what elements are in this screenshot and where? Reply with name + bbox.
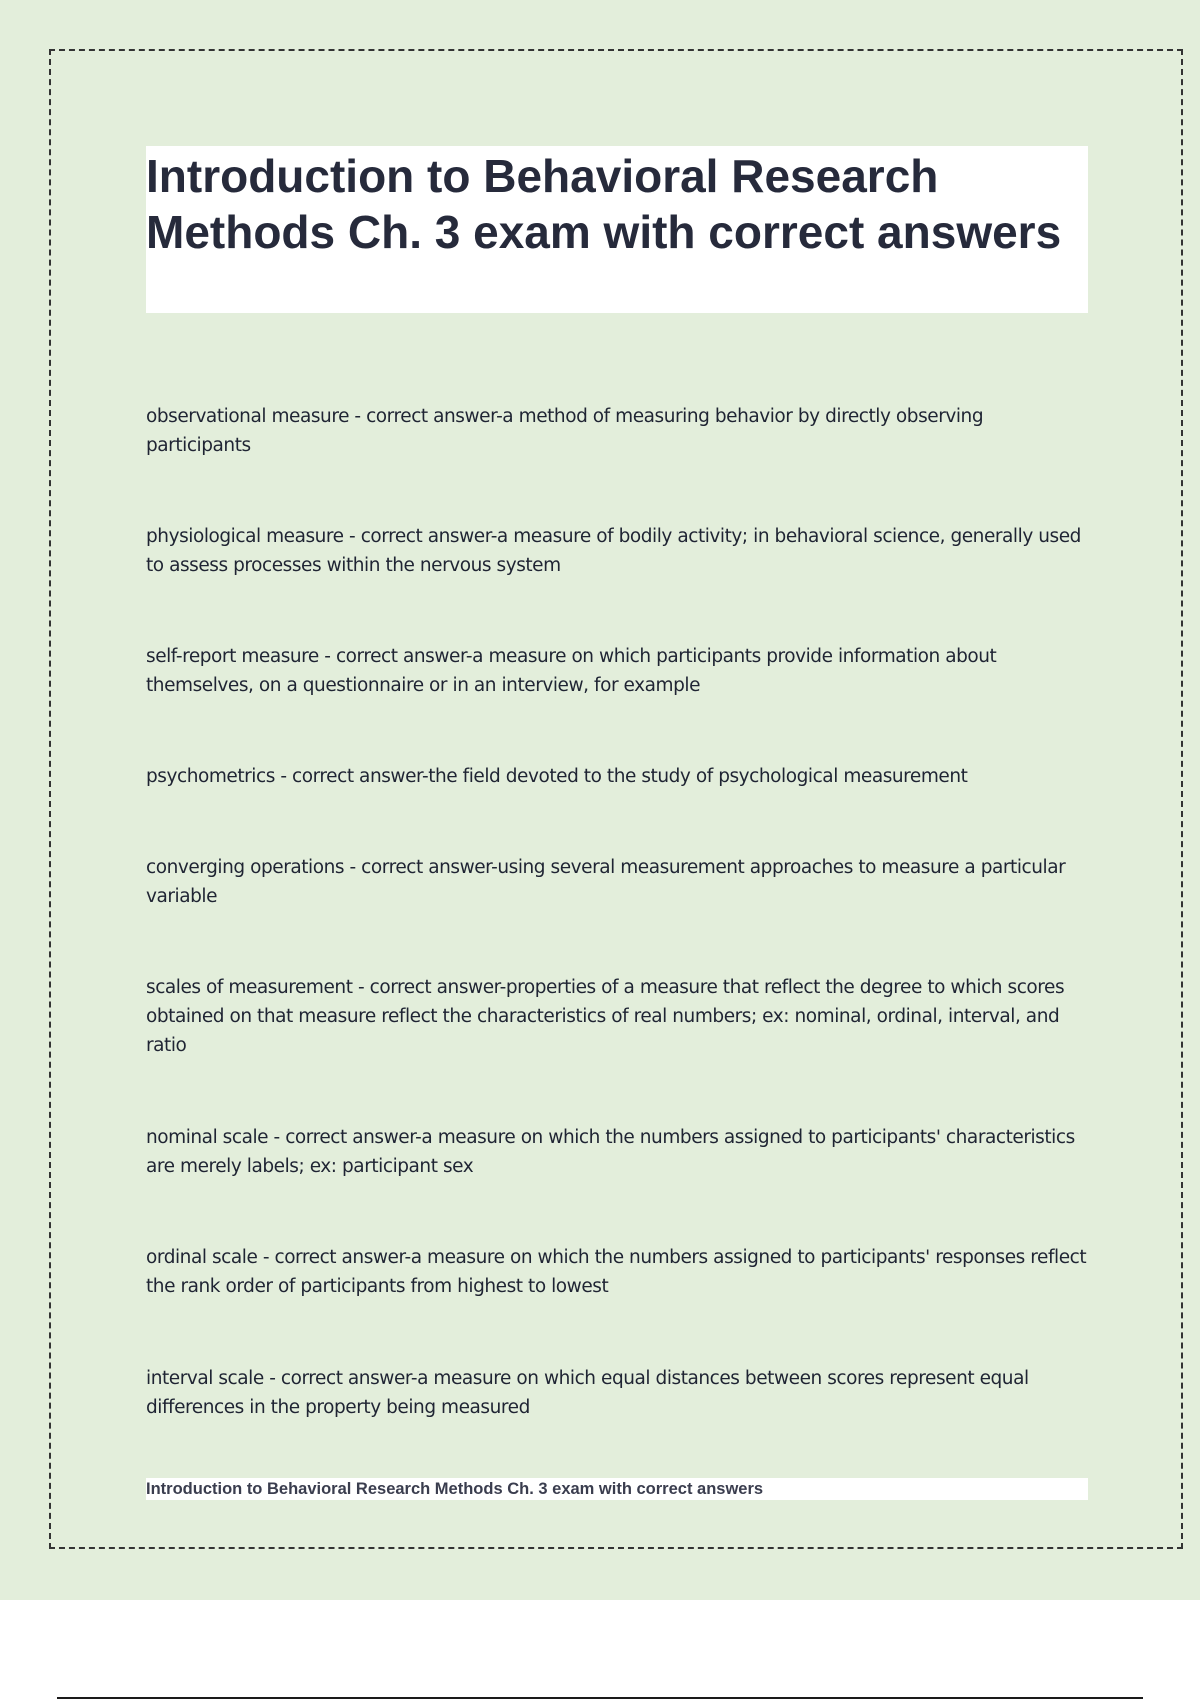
page-footer: Introduction to Behavioral Research Methods Ch. 3 exam with correct answers xyxy=(146,1480,764,1498)
qa-item-psychometrics: psychometrics - correct answer-the field devoted to the study of psychological measurement xyxy=(146,766,968,787)
qa-item-ordinal-scale: ordinal scale - correct answer-a measure on which the numbers assigned to participants' responses reflect the rank order of participants from highest to lowest xyxy=(146,1247,1087,1297)
bottom-rule xyxy=(57,1697,1143,1699)
qa-item-converging-operations: converging operations - correct answer-using several measurement approaches to measure a particular variable xyxy=(146,857,1066,907)
qa-item-scales-of-measurement: scales of measurement - correct answer-properties of a measure that reflect the degree to which scores obtained on that measure reflect the characteristics of real numbers; ex: nominal, ordinal, interval, and ratio xyxy=(146,977,1065,1056)
footer-box xyxy=(146,1478,1088,1500)
title-box xyxy=(146,146,1088,313)
qa-item-interval-scale: interval scale - correct answer-a measure on which equal distances between scores represent equal differences in the property being measured xyxy=(146,1368,1029,1418)
page-title: Introduction to Behavioral Research Methods Ch. 3 exam with correct answers xyxy=(146,150,1062,258)
qa-item-self-report-measure: self-report measure - correct answer-a measure on which participants provide information about themselves, on a questionnaire or in an interview, for example xyxy=(146,646,997,696)
qa-item-observational-measure: observational measure - correct answer-a method of measuring behavior by directly observing participants xyxy=(146,406,984,456)
qa-item-nominal-scale: nominal scale - correct answer-a measure on which the numbers assigned to participants' characteristics are merely labels; ex: participant sex xyxy=(146,1127,1075,1177)
qa-item-physiological-measure: physiological measure - correct answer-a measure of bodily activity; in behavioral science, generally used to assess processes within the nervous system xyxy=(146,526,1081,576)
